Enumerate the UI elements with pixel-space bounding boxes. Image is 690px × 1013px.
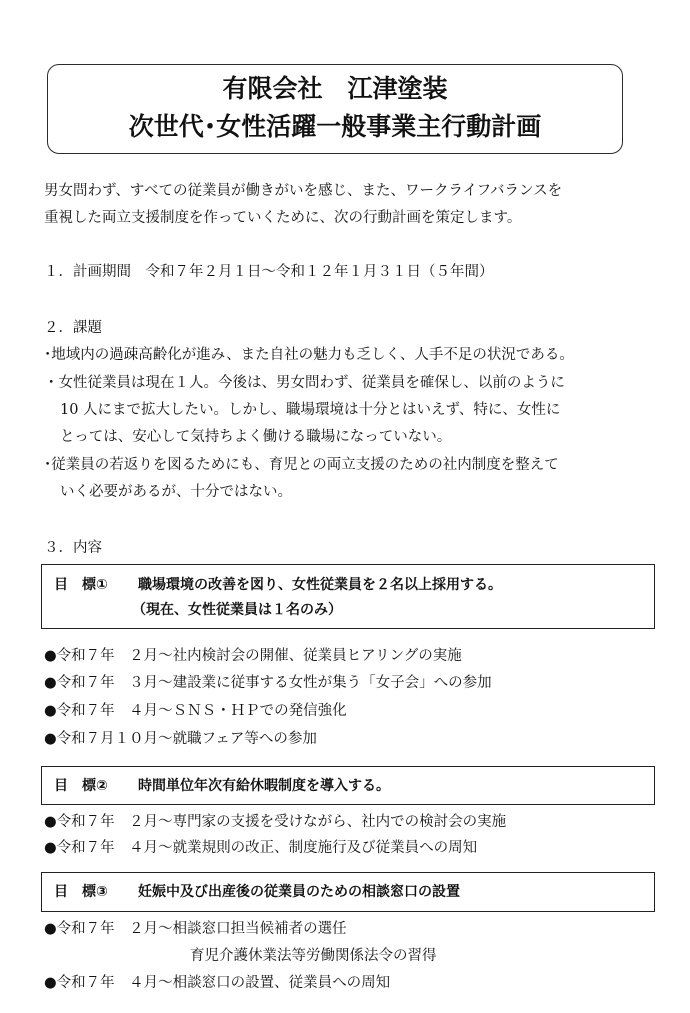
issue-line: ･地域内の過疎高齢化が進み、また自社の魅力も乏しく、人手不足の状況である。 bbox=[44, 347, 574, 363]
intro-line-1: 男女問わず、すべての従業員が働きがいを感じ、また、ワークライフバランスを bbox=[44, 183, 563, 199]
action-item-continuation: 育児介護休業法等労働関係法令の習得 bbox=[190, 948, 437, 964]
goal-label: 目 標① bbox=[54, 577, 108, 593]
action-item: ●令和７月１０月～就職フェア等への参加 bbox=[44, 731, 317, 747]
issue-line: とっては、安心して気持ちよく働ける職場になっていない。 bbox=[60, 429, 452, 445]
action-item: ●令和７年 ４月～ＳＮＳ・ＨＰでの発信強化 bbox=[44, 703, 347, 719]
plan-title: 次世代･女性活躍一般事業主行動計画 bbox=[128, 112, 542, 141]
issue-line: 10 人にまで拡大したい。しかし、職場環境は十分とはいえず、特に、女性に bbox=[60, 402, 561, 418]
action-item: ●令和７年 ４月～相談窓口の設置、従業員への周知 bbox=[44, 975, 391, 991]
action-item: ●令和７年 ２月～専門家の支援を受けながら、社内での検討会の実施 bbox=[44, 814, 507, 830]
goal-text: 妊娠中及び出産後の従業員のための相談窓口の設置 bbox=[138, 884, 460, 900]
issue-line: ･従業員の若返りを図るためにも、育児との両立支援のための社内制度を整えて bbox=[44, 457, 559, 473]
goal-text: 時間単位年次有給休暇制度を導入する。 bbox=[138, 778, 390, 794]
goal-label: 目 標③ bbox=[54, 884, 108, 900]
plan-period: １．計画期間 令和７年２月１日～令和１２年１月３１日（５年間） bbox=[44, 264, 494, 280]
goal-label: 目 標② bbox=[54, 778, 108, 794]
issue-line: いく必要があるが、十分ではない。 bbox=[60, 484, 292, 500]
content-heading: ３．内容 bbox=[44, 540, 102, 556]
goal-subtext: （現在、女性従業員は１名のみ） bbox=[132, 602, 342, 618]
action-item: ●令和７年 ２月～相談窓口担当候補者の選任 bbox=[44, 921, 347, 937]
action-item: ●令和７年 ４月～就業規則の改正、制度施行及び従業員への周知 bbox=[44, 840, 478, 856]
goal-box-2 bbox=[41, 766, 655, 805]
title-box bbox=[47, 64, 623, 154]
action-item: ●令和７年 ３月～建設業に従事する女性が集う「女子会」への参加 bbox=[44, 675, 492, 691]
issue-line: ・女性従業員は現在１人。今後は、男女問わず、従業員を確保し、以前のように bbox=[44, 375, 565, 391]
action-item: ●令和７年 ２月～社内検討会の開催、従業員ヒアリングの実施 bbox=[44, 648, 462, 664]
goal-box-3 bbox=[41, 872, 655, 912]
issues-heading: ２．課題 bbox=[44, 320, 102, 336]
intro-line-2: 重視した両立支援制度を作っていくために、次の行動計画を策定します。 bbox=[44, 210, 522, 226]
goal-text: 職場環境の改善を図り、女性従業員を２名以上採用する。 bbox=[138, 577, 502, 593]
company-name: 有限会社 江津塗装 bbox=[222, 74, 448, 103]
goal-box-1 bbox=[41, 564, 655, 629]
